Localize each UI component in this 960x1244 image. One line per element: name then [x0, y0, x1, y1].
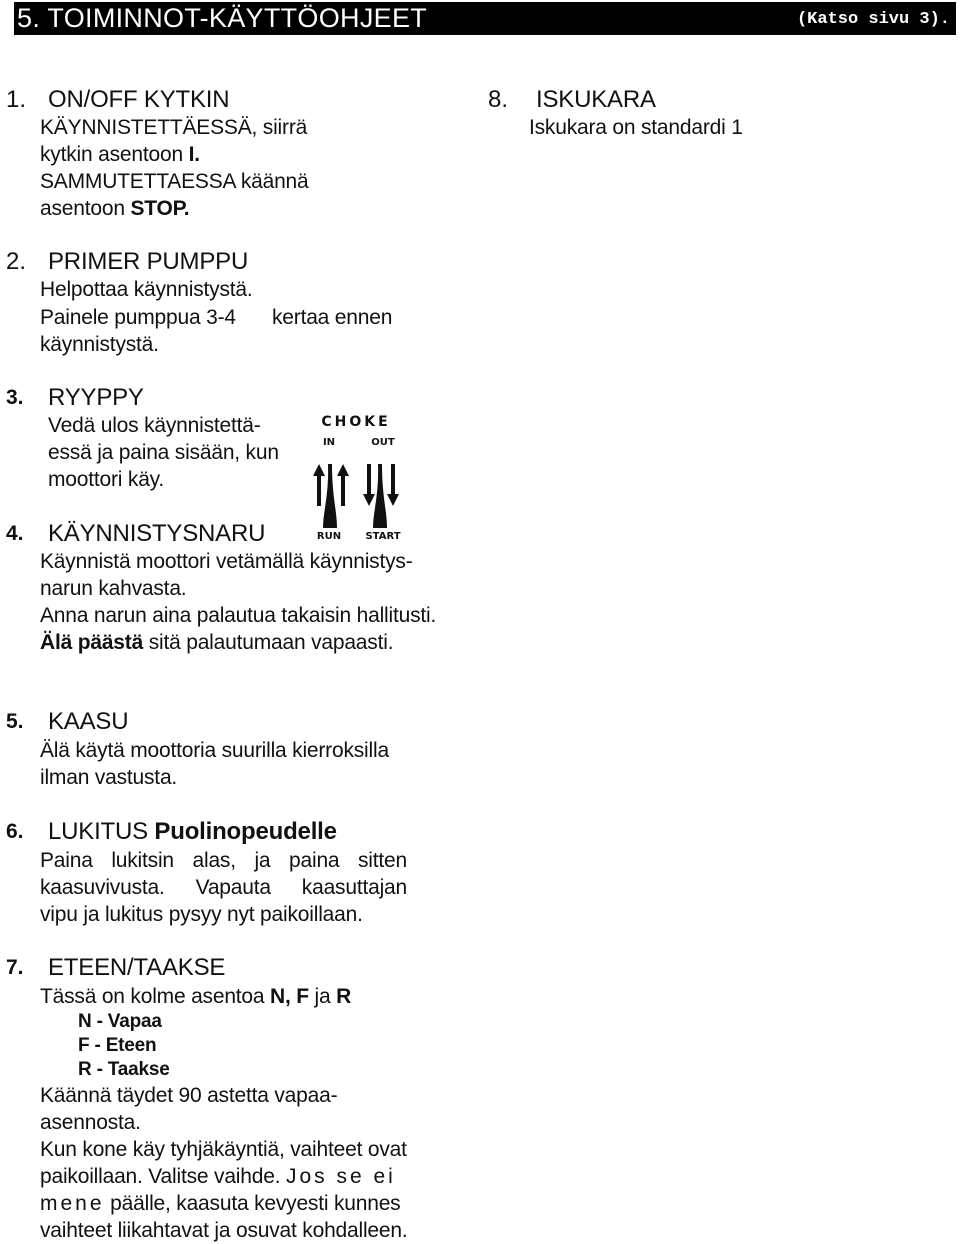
item-text-line	[40, 1190, 400, 1217]
item-number-5: 5.	[6, 710, 24, 733]
text-span: ja	[308, 985, 337, 1008]
item-text-line	[40, 983, 351, 1010]
item-number-6: 6.	[6, 820, 24, 843]
item-text-line: kertaa ennen	[272, 306, 393, 329]
item-text-line: vipu ja lukitus pysyy nyt paikoillaan.	[40, 903, 363, 926]
item-text-line: ilman vastusta.	[40, 766, 178, 789]
item-title-forward-reverse: ETEEN/TAAKSE	[48, 954, 226, 981]
emphasis-text: Älä päästä	[40, 631, 144, 654]
item-text-line: Käynnistä moottori vetämällä käynnistys-	[40, 550, 413, 573]
item-text-line: Anna narun aina palautua takaisin hallitusti.	[40, 604, 437, 627]
text-span: asentoon	[40, 197, 131, 220]
item-text-line	[40, 629, 393, 656]
section-title: 5. TOIMINNOT-KÄYTTÖOHJEET	[17, 3, 428, 33]
item-title-ram: ISKUKARA	[536, 86, 656, 113]
emphasis-text: SAMMUTETTAESSA	[40, 170, 236, 193]
run-lever-icon	[313, 464, 349, 528]
item-text-line: käynnistystä.	[40, 333, 159, 356]
gear-neutral: N - Vapaa	[78, 1011, 162, 1032]
text-span: päälle, kaasuta kevyesti kunnes	[104, 1192, 401, 1215]
item-number-3: 3.	[6, 386, 24, 409]
text-span: paikoillaan. Valitse vaihde.	[40, 1165, 286, 1188]
item-text-line	[40, 141, 200, 168]
text-span: kaasuvivusta. Vapauta kaasuttajan	[40, 876, 407, 899]
text-span: käännä	[235, 170, 309, 193]
emphasis-text: I.	[188, 143, 200, 166]
item-title-throttle: KAASU	[48, 708, 129, 735]
page-reference: (Katso sivu 3).	[796, 10, 950, 29]
item-text-line: vaihteet liikahtavat ja osuvat kohdalleen.	[40, 1219, 408, 1242]
item-text-line: essä ja paina sisään, kun	[48, 441, 279, 464]
item-number-4: 4.	[6, 522, 24, 545]
item-text-line	[40, 874, 407, 901]
item-title-lock	[48, 818, 337, 846]
item-number-1: 1.	[6, 86, 27, 113]
item-text-line	[40, 1163, 396, 1190]
item-title-onoff: ON/OFF KYTKIN	[48, 86, 230, 113]
item-text-line	[40, 847, 407, 874]
start-lever-icon	[363, 464, 399, 528]
item-text-line: Kun kone käy tyhjäkäyntiä, vaihteet ovat	[40, 1138, 407, 1161]
gear-forward: F - Eteen	[78, 1035, 157, 1056]
item-text-line: Vedä ulos käynnistettä-	[48, 414, 261, 437]
text-span: Paina lukitsin alas, ja paina sitten	[40, 849, 407, 872]
item-text-line: Helpottaa käynnistystä.	[40, 278, 253, 301]
item-number-7: 7.	[6, 956, 24, 979]
text-span: Tässä on kolme asentoa	[40, 985, 271, 1008]
item-text-line: asennosta.	[40, 1111, 141, 1134]
item-text-line: Käännä täydet 90 astetta vapaa-	[40, 1084, 338, 1107]
text-span: sitä palautumaan vapaasti.	[143, 631, 394, 654]
item-number-8: 8.	[488, 86, 509, 113]
item-text-line: narun kahvasta.	[40, 577, 187, 600]
text-span: LUKITUS	[48, 818, 148, 845]
item-title-choke: RYYPPY	[48, 384, 144, 411]
item-number-2: 2.	[6, 248, 27, 275]
section-header	[14, 2, 956, 35]
text-span: Jos se ei	[285, 1165, 396, 1188]
choke-out-label: OUT	[371, 437, 395, 448]
text-span: mene	[40, 1192, 105, 1215]
item-text-line: Painele pumppua 3-4	[40, 306, 236, 329]
emphasis-text: STOP.	[130, 197, 190, 220]
item-text-line: Iskukara on standardi 1	[529, 116, 743, 139]
item-text-line	[40, 168, 309, 195]
item-text-line	[40, 195, 189, 222]
text-span: kytkin asentoon	[40, 143, 189, 166]
item-title-starter-rope: KÄYNNISTYSNARU	[48, 520, 266, 547]
item-text-line	[40, 114, 307, 141]
choke-run-label: RUN	[316, 531, 342, 542]
choke-in-label: IN	[322, 437, 336, 448]
emphasis-text: N, F	[270, 985, 309, 1008]
text-span: siirrä	[257, 116, 308, 139]
choke-start-label: START	[365, 531, 401, 542]
choke-diagram	[307, 406, 405, 544]
item-text-line: Älä käytä moottoria suurilla kierroksilla	[40, 739, 389, 762]
emphasis-text: R	[336, 985, 352, 1008]
gear-reverse: R - Taakse	[78, 1059, 170, 1080]
choke-label: CHOKE	[321, 414, 391, 430]
emphasis-text: Puolinopeudelle	[147, 818, 337, 845]
item-text-line: moottori käy.	[48, 468, 165, 491]
emphasis-text: KÄYNNISTETTÄESSÄ,	[40, 116, 258, 139]
item-title-primer: PRIMER PUMPPU	[48, 248, 249, 275]
